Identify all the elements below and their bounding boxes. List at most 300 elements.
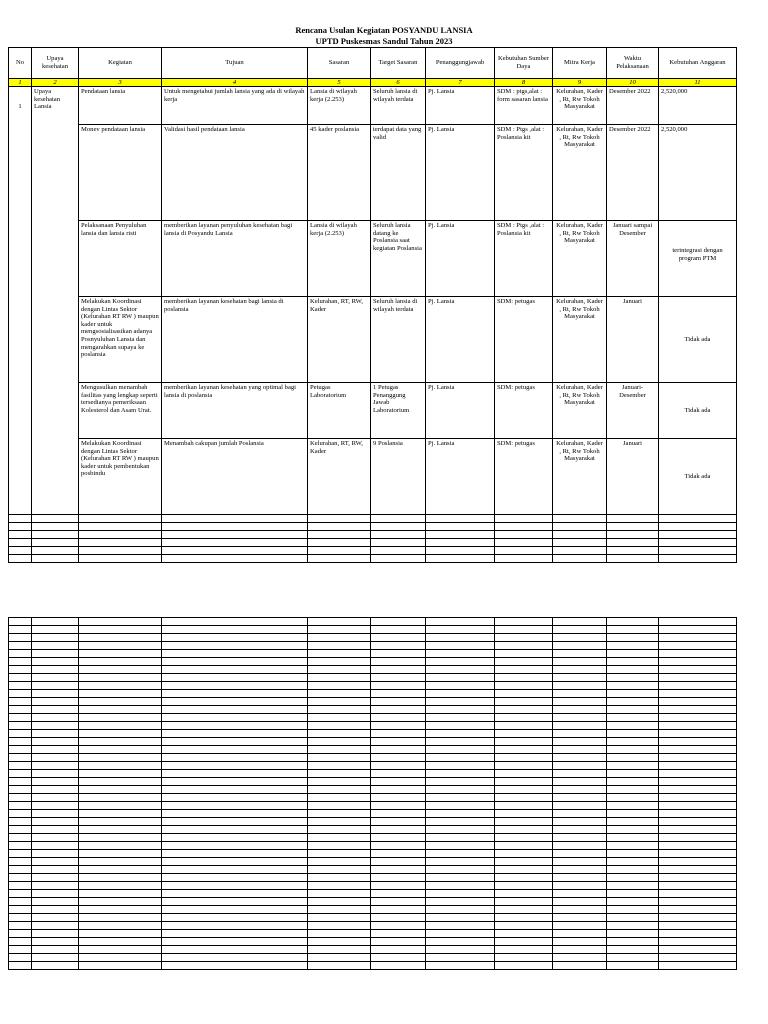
empty-cell xyxy=(495,770,553,778)
empty-cell xyxy=(308,786,371,794)
empty-cell xyxy=(553,650,607,658)
empty-row xyxy=(9,666,737,674)
header-waktu: Waktu Pelaksanaan xyxy=(607,48,659,79)
empty-row xyxy=(9,922,737,930)
mitra-cell: Kelurahan, Kader , Rt, Rw Tokoh Masyarakat xyxy=(553,125,607,221)
empty-cell xyxy=(308,866,371,874)
empty-cell xyxy=(495,682,553,690)
empty-cell xyxy=(607,555,659,563)
empty-cell xyxy=(32,515,79,523)
empty-cell xyxy=(495,706,553,714)
empty-cell xyxy=(607,834,659,842)
empty-cell xyxy=(426,555,495,563)
empty-cell xyxy=(495,690,553,698)
empty-cell xyxy=(659,650,737,658)
target-cell: Seluruh lansia di wilayah terdata xyxy=(371,297,426,383)
empty-cell xyxy=(308,658,371,666)
empty-cell xyxy=(553,515,607,523)
empty-cell xyxy=(371,674,426,682)
empty-cell xyxy=(9,650,32,658)
sdm-cell: SDM : ptgs,alat : form sasaran lansia xyxy=(495,87,553,125)
empty-cell xyxy=(79,666,162,674)
empty-row xyxy=(9,539,737,547)
row-number: 1 xyxy=(9,87,32,515)
empty-cell xyxy=(162,682,308,690)
empty-cell xyxy=(308,626,371,634)
empty-cell xyxy=(426,746,495,754)
empty-cell xyxy=(553,730,607,738)
column-number: 4 xyxy=(162,79,308,87)
empty-cell xyxy=(426,802,495,810)
empty-cell xyxy=(659,962,737,970)
empty-cell xyxy=(553,866,607,874)
empty-cell xyxy=(426,706,495,714)
empty-cell xyxy=(426,866,495,874)
waktu-cell: Januari xyxy=(607,439,659,515)
empty-cell xyxy=(308,531,371,539)
empty-cell xyxy=(426,898,495,906)
empty-cell xyxy=(162,834,308,842)
empty-cell xyxy=(308,922,371,930)
empty-cell xyxy=(607,954,659,962)
pj-cell: Pj. Lansia xyxy=(426,125,495,221)
empty-cell xyxy=(659,730,737,738)
empty-cell xyxy=(553,714,607,722)
empty-cell xyxy=(9,794,32,802)
empty-cell xyxy=(9,762,32,770)
empty-cell xyxy=(495,547,553,555)
empty-cell xyxy=(553,738,607,746)
empty-cell xyxy=(308,738,371,746)
empty-cell xyxy=(32,738,79,746)
empty-cell xyxy=(9,658,32,666)
waktu-cell: Desember 2022 xyxy=(607,87,659,125)
table-row xyxy=(9,439,737,515)
empty-cell xyxy=(79,642,162,650)
empty-cell xyxy=(32,842,79,850)
anggaran-cell: Tidak ada xyxy=(659,383,737,439)
empty-row xyxy=(9,762,737,770)
empty-cell xyxy=(371,698,426,706)
empty-cell xyxy=(9,898,32,906)
empty-cell xyxy=(659,882,737,890)
empty-cell xyxy=(371,842,426,850)
empty-cell xyxy=(79,914,162,922)
empty-cell xyxy=(607,794,659,802)
kegiatan-cell: Monev pendataan lansia xyxy=(79,125,162,221)
empty-cell xyxy=(162,555,308,563)
empty-cell xyxy=(9,674,32,682)
empty-cell xyxy=(32,555,79,563)
empty-cell xyxy=(9,714,32,722)
empty-cell xyxy=(162,738,308,746)
empty-cell xyxy=(32,642,79,650)
empty-cell xyxy=(79,698,162,706)
empty-cell xyxy=(371,523,426,531)
empty-cell xyxy=(162,730,308,738)
empty-cell xyxy=(553,962,607,970)
empty-cell xyxy=(659,746,737,754)
empty-cell xyxy=(162,674,308,682)
empty-cell xyxy=(371,770,426,778)
empty-cell xyxy=(9,906,32,914)
empty-cell xyxy=(553,722,607,730)
target-cell: 9 Poslansia xyxy=(371,439,426,515)
empty-cell xyxy=(426,674,495,682)
header-target: Target Sasaran xyxy=(371,48,426,79)
empty-cell xyxy=(495,810,553,818)
empty-cell xyxy=(553,802,607,810)
empty-cell xyxy=(607,746,659,754)
empty-row xyxy=(9,650,737,658)
sasaran-cell: Lansia di wilayah kerja (2.253) xyxy=(308,87,371,125)
empty-cell xyxy=(308,730,371,738)
empty-row xyxy=(9,722,737,730)
empty-cell xyxy=(32,866,79,874)
tujuan-cell: Validasi hasil pendataan lansia xyxy=(162,125,308,221)
empty-cell xyxy=(371,810,426,818)
empty-cell xyxy=(32,938,79,946)
empty-cell xyxy=(162,914,308,922)
target-cell: 1 Petugas Penanggung Jawab Laboratorium xyxy=(371,383,426,439)
empty-cell xyxy=(32,746,79,754)
tujuan-cell: memberikan layanan kesehatan yang optimal bagi lansia di poslansia xyxy=(162,383,308,439)
empty-row xyxy=(9,730,737,738)
upaya-kesehatan: Upaya kesehatan Lansia xyxy=(32,87,79,515)
empty-row xyxy=(9,786,737,794)
empty-cell xyxy=(9,642,32,650)
empty-cell xyxy=(659,946,737,954)
empty-cell xyxy=(553,794,607,802)
tujuan-cell: Menambah cakupan jumlah Poslansia xyxy=(162,439,308,515)
empty-cell xyxy=(308,898,371,906)
empty-cell xyxy=(553,642,607,650)
empty-cell xyxy=(607,738,659,746)
empty-cell xyxy=(607,802,659,810)
empty-cell xyxy=(607,634,659,642)
empty-cell xyxy=(426,962,495,970)
empty-cell xyxy=(426,794,495,802)
empty-cell xyxy=(371,547,426,555)
empty-cell xyxy=(32,802,79,810)
empty-cell xyxy=(308,842,371,850)
empty-cell xyxy=(162,618,308,626)
empty-cell xyxy=(308,746,371,754)
empty-cell xyxy=(371,938,426,946)
empty-cell xyxy=(308,826,371,834)
empty-cell xyxy=(495,523,553,531)
empty-cell xyxy=(308,882,371,890)
empty-cell xyxy=(371,778,426,786)
sdm-cell: SDM: petugas xyxy=(495,297,553,383)
empty-cell xyxy=(553,682,607,690)
empty-row xyxy=(9,906,737,914)
empty-row xyxy=(9,810,737,818)
empty-row xyxy=(9,690,737,698)
empty-row xyxy=(9,778,737,786)
anggaran-cell: Tidak ada xyxy=(659,297,737,383)
empty-cell xyxy=(162,906,308,914)
empty-cell xyxy=(9,850,32,858)
empty-cell xyxy=(553,770,607,778)
empty-cell xyxy=(659,786,737,794)
empty-cell xyxy=(426,754,495,762)
empty-cell xyxy=(9,730,32,738)
kegiatan-cell: Melakukan Koordinasi dengan Lintas Sektor (Kelurahan RT RW ) maupun kader untuk pembentukan posbindu xyxy=(79,439,162,515)
empty-cell xyxy=(607,722,659,730)
empty-cell xyxy=(9,842,32,850)
empty-row xyxy=(9,842,737,850)
empty-cell xyxy=(162,786,308,794)
empty-cell xyxy=(659,690,737,698)
empty-cell xyxy=(162,515,308,523)
empty-cell xyxy=(32,850,79,858)
empty-cell xyxy=(162,634,308,642)
empty-cell xyxy=(607,547,659,555)
empty-cell xyxy=(162,642,308,650)
empty-cell xyxy=(371,666,426,674)
empty-cell xyxy=(607,906,659,914)
empty-cell xyxy=(426,618,495,626)
empty-cell xyxy=(659,523,737,531)
empty-cell xyxy=(32,714,79,722)
empty-cell xyxy=(659,834,737,842)
empty-cell xyxy=(659,890,737,898)
empty-row xyxy=(9,642,737,650)
empty-cell xyxy=(426,714,495,722)
empty-cell xyxy=(9,802,32,810)
empty-cell xyxy=(308,634,371,642)
empty-cell xyxy=(308,722,371,730)
empty-row xyxy=(9,674,737,682)
empty-row xyxy=(9,866,737,874)
empty-cell xyxy=(553,618,607,626)
empty-cell xyxy=(79,626,162,634)
empty-cell xyxy=(9,547,32,555)
empty-row xyxy=(9,938,737,946)
empty-row xyxy=(9,523,737,531)
empty-cell xyxy=(426,531,495,539)
empty-cell xyxy=(553,850,607,858)
empty-cell xyxy=(79,547,162,555)
empty-cell xyxy=(9,874,32,882)
empty-cell xyxy=(371,722,426,730)
column-number: 11 xyxy=(659,79,737,87)
empty-cell xyxy=(32,706,79,714)
empty-cell xyxy=(162,866,308,874)
empty-row xyxy=(9,882,737,890)
pj-cell: Pj. Lansia xyxy=(426,221,495,297)
empty-cell xyxy=(426,914,495,922)
empty-cell xyxy=(9,810,32,818)
empty-cell xyxy=(32,786,79,794)
empty-cell xyxy=(308,682,371,690)
empty-cell xyxy=(426,682,495,690)
empty-cell xyxy=(659,642,737,650)
empty-cell xyxy=(607,882,659,890)
column-number: 10 xyxy=(607,79,659,87)
empty-row xyxy=(9,698,737,706)
empty-cell xyxy=(371,834,426,842)
empty-row xyxy=(9,874,737,882)
empty-cell xyxy=(659,874,737,882)
empty-cell xyxy=(553,778,607,786)
empty-row xyxy=(9,618,737,626)
empty-cell xyxy=(9,914,32,922)
empty-cell xyxy=(32,962,79,970)
empty-cell xyxy=(607,890,659,898)
empty-cell xyxy=(308,690,371,698)
empty-cell xyxy=(371,962,426,970)
empty-cell xyxy=(659,515,737,523)
empty-row xyxy=(9,890,737,898)
empty-row xyxy=(9,738,737,746)
empty-cell xyxy=(426,834,495,842)
empty-cell xyxy=(32,858,79,866)
empty-cell xyxy=(9,866,32,874)
mitra-cell: Kelurahan, Kader , Rt, Rw Tokoh Masyarakat xyxy=(553,439,607,515)
empty-cell xyxy=(426,874,495,882)
empty-row xyxy=(9,746,737,754)
empty-cell xyxy=(553,810,607,818)
empty-cell xyxy=(32,818,79,826)
empty-cell xyxy=(32,810,79,818)
empty-cell xyxy=(495,539,553,547)
waktu-cell: Januari xyxy=(607,297,659,383)
kegiatan-cell: Pelaksanaan Penyuluhan lansia dan lansia risti xyxy=(79,221,162,297)
empty-cell xyxy=(79,802,162,810)
empty-cell xyxy=(79,515,162,523)
empty-cell xyxy=(9,962,32,970)
mitra-cell: Kelurahan, Kader , Rt, Rw Tokoh Masyarakat xyxy=(553,221,607,297)
empty-cell xyxy=(32,914,79,922)
empty-cell xyxy=(495,962,553,970)
empty-row xyxy=(9,914,737,922)
empty-cell xyxy=(308,714,371,722)
empty-cell xyxy=(495,794,553,802)
empty-cell xyxy=(659,850,737,858)
empty-cell xyxy=(607,922,659,930)
empty-cell xyxy=(371,738,426,746)
tujuan-cell: Untuk mengetahui jumlah lansia yang ada di wilayah kerja xyxy=(162,87,308,125)
empty-cell xyxy=(659,858,737,866)
mitra-cell: Kelurahan, Kader , Rt, Rw Tokoh Masyarakat xyxy=(553,87,607,125)
empty-cell xyxy=(607,666,659,674)
empty-cell xyxy=(659,802,737,810)
sdm-cell: SDM: petugas xyxy=(495,439,553,515)
empty-cell xyxy=(32,690,79,698)
empty-cell xyxy=(308,666,371,674)
empty-cell xyxy=(495,626,553,634)
empty-cell xyxy=(659,618,737,626)
header-row xyxy=(9,48,737,79)
empty-cell xyxy=(426,650,495,658)
empty-cell xyxy=(162,954,308,962)
empty-cell xyxy=(308,642,371,650)
empty-cell xyxy=(607,850,659,858)
empty-cell xyxy=(32,922,79,930)
empty-cell xyxy=(495,930,553,938)
empty-cell xyxy=(9,754,32,762)
empty-cell xyxy=(32,754,79,762)
empty-cell xyxy=(553,547,607,555)
empty-cell xyxy=(495,858,553,866)
empty-cell xyxy=(495,634,553,642)
empty-cell xyxy=(495,618,553,626)
empty-cell xyxy=(371,618,426,626)
empty-cell xyxy=(495,826,553,834)
empty-cell xyxy=(659,818,737,826)
empty-cell xyxy=(426,547,495,555)
pj-cell: Pj. Lansia xyxy=(426,383,495,439)
empty-cell xyxy=(79,531,162,539)
empty-cell xyxy=(371,850,426,858)
empty-cell xyxy=(162,818,308,826)
table-row xyxy=(9,383,737,439)
empty-row xyxy=(9,794,737,802)
empty-cell xyxy=(371,930,426,938)
empty-cell xyxy=(9,634,32,642)
empty-cell xyxy=(553,746,607,754)
empty-cell xyxy=(495,746,553,754)
empty-cell xyxy=(9,826,32,834)
empty-cell xyxy=(32,730,79,738)
empty-cell xyxy=(79,674,162,682)
empty-cell xyxy=(32,874,79,882)
empty-cell xyxy=(9,515,32,523)
empty-cell xyxy=(308,874,371,882)
empty-cell xyxy=(426,539,495,547)
empty-cell xyxy=(553,666,607,674)
empty-cell xyxy=(553,842,607,850)
empty-cell xyxy=(495,906,553,914)
empty-cell xyxy=(162,946,308,954)
empty-cell xyxy=(553,954,607,962)
sasaran-cell: Kelurahan, RT, RW, Kader xyxy=(308,297,371,383)
empty-cell xyxy=(553,626,607,634)
empty-cell xyxy=(79,555,162,563)
empty-cell xyxy=(553,938,607,946)
empty-cell xyxy=(79,650,162,658)
empty-cell xyxy=(308,754,371,762)
empty-grid-table xyxy=(8,617,737,970)
empty-cell xyxy=(9,706,32,714)
empty-cell xyxy=(162,842,308,850)
empty-cell xyxy=(607,826,659,834)
empty-cell xyxy=(426,642,495,650)
pj-cell: Pj. Lansia xyxy=(426,87,495,125)
header-pj: Penanggungjawab xyxy=(426,48,495,79)
sdm-cell: SDM : Ptgs ,alat : Poslansia kit xyxy=(495,125,553,221)
empty-cell xyxy=(659,539,737,547)
empty-cell xyxy=(371,914,426,922)
empty-cell xyxy=(9,746,32,754)
empty-cell xyxy=(79,618,162,626)
empty-cell xyxy=(32,682,79,690)
empty-cell xyxy=(659,770,737,778)
target-cell: terdapat data yang valid xyxy=(371,125,426,221)
empty-cell xyxy=(607,539,659,547)
header-kegiatan: Kegiatan xyxy=(79,48,162,79)
empty-cell xyxy=(607,874,659,882)
empty-cell xyxy=(371,531,426,539)
empty-cell xyxy=(308,770,371,778)
empty-cell xyxy=(162,802,308,810)
empty-cell xyxy=(426,858,495,866)
empty-cell xyxy=(162,762,308,770)
tujuan-cell: memberikan layanan penyuluhan kesehatan bagi lansia di Posyandu Lansia xyxy=(162,221,308,297)
empty-cell xyxy=(607,658,659,666)
